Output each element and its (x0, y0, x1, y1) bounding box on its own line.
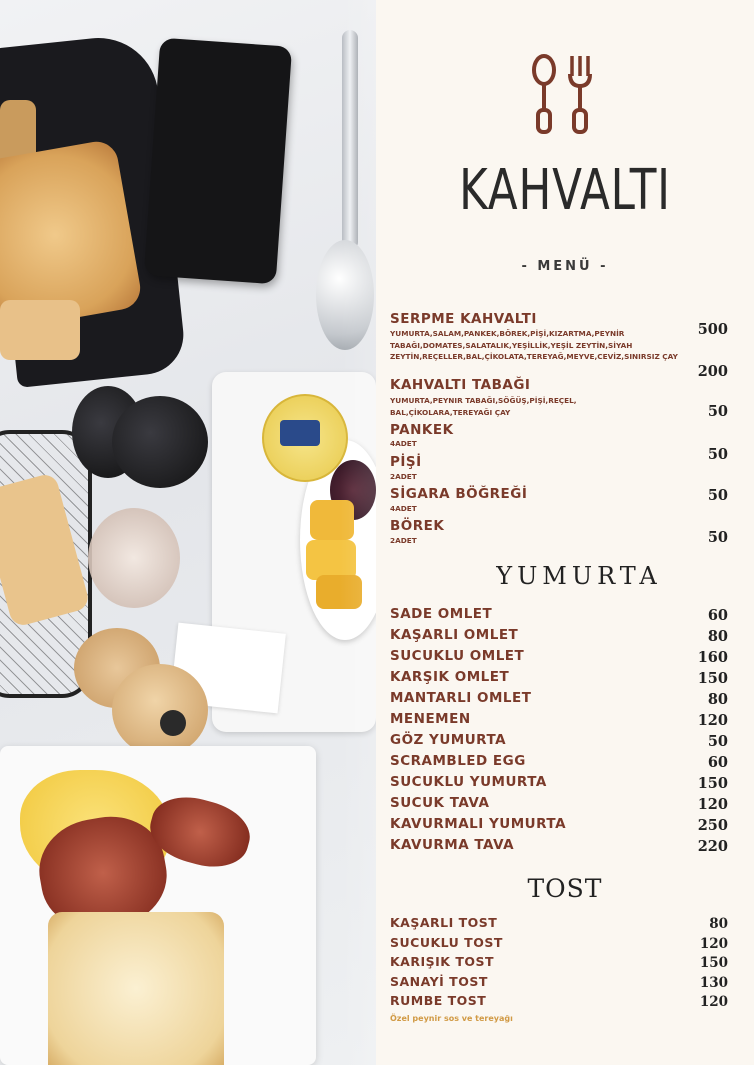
cutlery-icon (526, 52, 606, 134)
section-title-yumurta: YUMURTA (496, 562, 662, 590)
menu-item-name: SUCUKLU TOST (390, 935, 503, 950)
menu-item-description: YUMURTA,PEYNIR TABAĞI,SÖĞÜŞ,PİŞİ,REÇEL, BAL,ÇİKOLARA,TEREYAĞI ÇAY (390, 396, 577, 417)
menu-item-price: 50 (707, 733, 728, 750)
menu-item-name: SİGARA BÖĞREĞİ (390, 486, 528, 502)
menu-item-price: 80 (707, 628, 728, 645)
menu-item-price: 120 (697, 712, 728, 729)
menu-item-description: YUMURTA,SALAM,PANKEK,BÖREK,PİŞİ,KIZARTMA,PEYNİR TABAĞI,DOMATES,SALATALIK,YEŞİLLİK,YEŞİL ZEYTİN,SİYAH ZEYTİN,REÇELLER,BAL,ÇİKOLATA,TEREYAĞ,MEYVE,CEVİZ,SINIRSIZ ÇAY (390, 329, 678, 361)
menu-item-description: 4ADET (390, 504, 417, 513)
menu-item-price: 60 (707, 607, 728, 624)
menu-item-price: 60 (707, 754, 728, 771)
menu-item-name: SADE OMLET (390, 606, 493, 622)
salt-grinder (112, 664, 208, 756)
menu-item-price: 50 (707, 403, 728, 420)
menu-item-name: SERPME KAHVALTI (390, 311, 537, 327)
menu-item-description: 2ADET (390, 536, 417, 545)
menu-item-name: KAVURMA TAVA (390, 837, 515, 853)
menu-item-name: SCRAMBLED EGG (390, 753, 526, 769)
toast-note: Özel peynir sos ve tereyağı (390, 1014, 513, 1023)
pepper-grinder (112, 396, 208, 488)
menu-item-price: 250 (697, 817, 728, 834)
menu-item-name: KAŞARLI TOST (390, 915, 498, 930)
menu-item-price: 150 (697, 670, 728, 687)
butter-label (280, 420, 320, 446)
photo-edge (340, 0, 376, 1065)
smartphone (144, 38, 292, 285)
toast-slice (0, 300, 80, 360)
menu-item-name: RUMBE TOST (390, 993, 487, 1008)
menu-item-name: MENEMEN (390, 711, 471, 727)
menu-item-name: KAHVALTI TABAĞI (390, 377, 531, 393)
menu-item-price: 500 (697, 321, 728, 338)
menu-item-price: 160 (697, 649, 728, 666)
menu-item-description: 2ADET (390, 472, 417, 481)
menu-title: KAHVALTI (459, 158, 671, 223)
menu-item-description: 4ADET (390, 439, 417, 448)
menu-item-name: BÖREK (390, 518, 445, 534)
menu-item-name: SANAYİ TOST (390, 974, 488, 989)
menu-panel (376, 0, 754, 1065)
grinder-knob (160, 710, 186, 736)
menu-item-price: 80 (707, 691, 728, 708)
menu-item-price: 120 (699, 994, 728, 1010)
menu-item-price: 50 (707, 446, 728, 463)
menu-item-name: KARŞIK OMLET (390, 669, 510, 685)
menu-item-price: 130 (699, 975, 728, 991)
menu-item-price: 220 (697, 838, 728, 855)
section-title-tost: TOST (527, 874, 603, 903)
menu-item-name: KAŞARLI OMLET (390, 627, 519, 643)
menu-subtitle: - MENÜ - (521, 259, 609, 274)
menu-item-price: 150 (699, 955, 728, 971)
menu-item-name: SUCUKLU YUMURTA (390, 774, 547, 790)
menu-item-name: KARIŞIK TOST (390, 954, 495, 969)
jam-jar (88, 508, 180, 608)
menu-item-name: SUCUK TAVA (390, 795, 490, 811)
menu-item-name: MANTARLI OMLET (390, 690, 532, 706)
menu-item-price: 120 (697, 796, 728, 813)
breakfast-photo (0, 0, 376, 1065)
menu-item-price: 50 (707, 529, 728, 546)
menu-item-price: 120 (699, 936, 728, 952)
menu-item-name: KAVURMALI YUMURTA (390, 816, 567, 832)
menu-item-price: 80 (709, 916, 728, 932)
menu-item-price: 200 (697, 363, 728, 380)
menu-item-name: PİŞİ (390, 454, 422, 470)
menu-item-name: SUCUKLU OMLET (390, 648, 525, 664)
menu-item-name: GÖZ YUMURTA (390, 732, 507, 748)
menu-item-price: 50 (707, 487, 728, 504)
menu-item-price: 150 (697, 775, 728, 792)
menu-item-name: PANKEK (390, 422, 454, 438)
toast-slice (48, 912, 224, 1065)
